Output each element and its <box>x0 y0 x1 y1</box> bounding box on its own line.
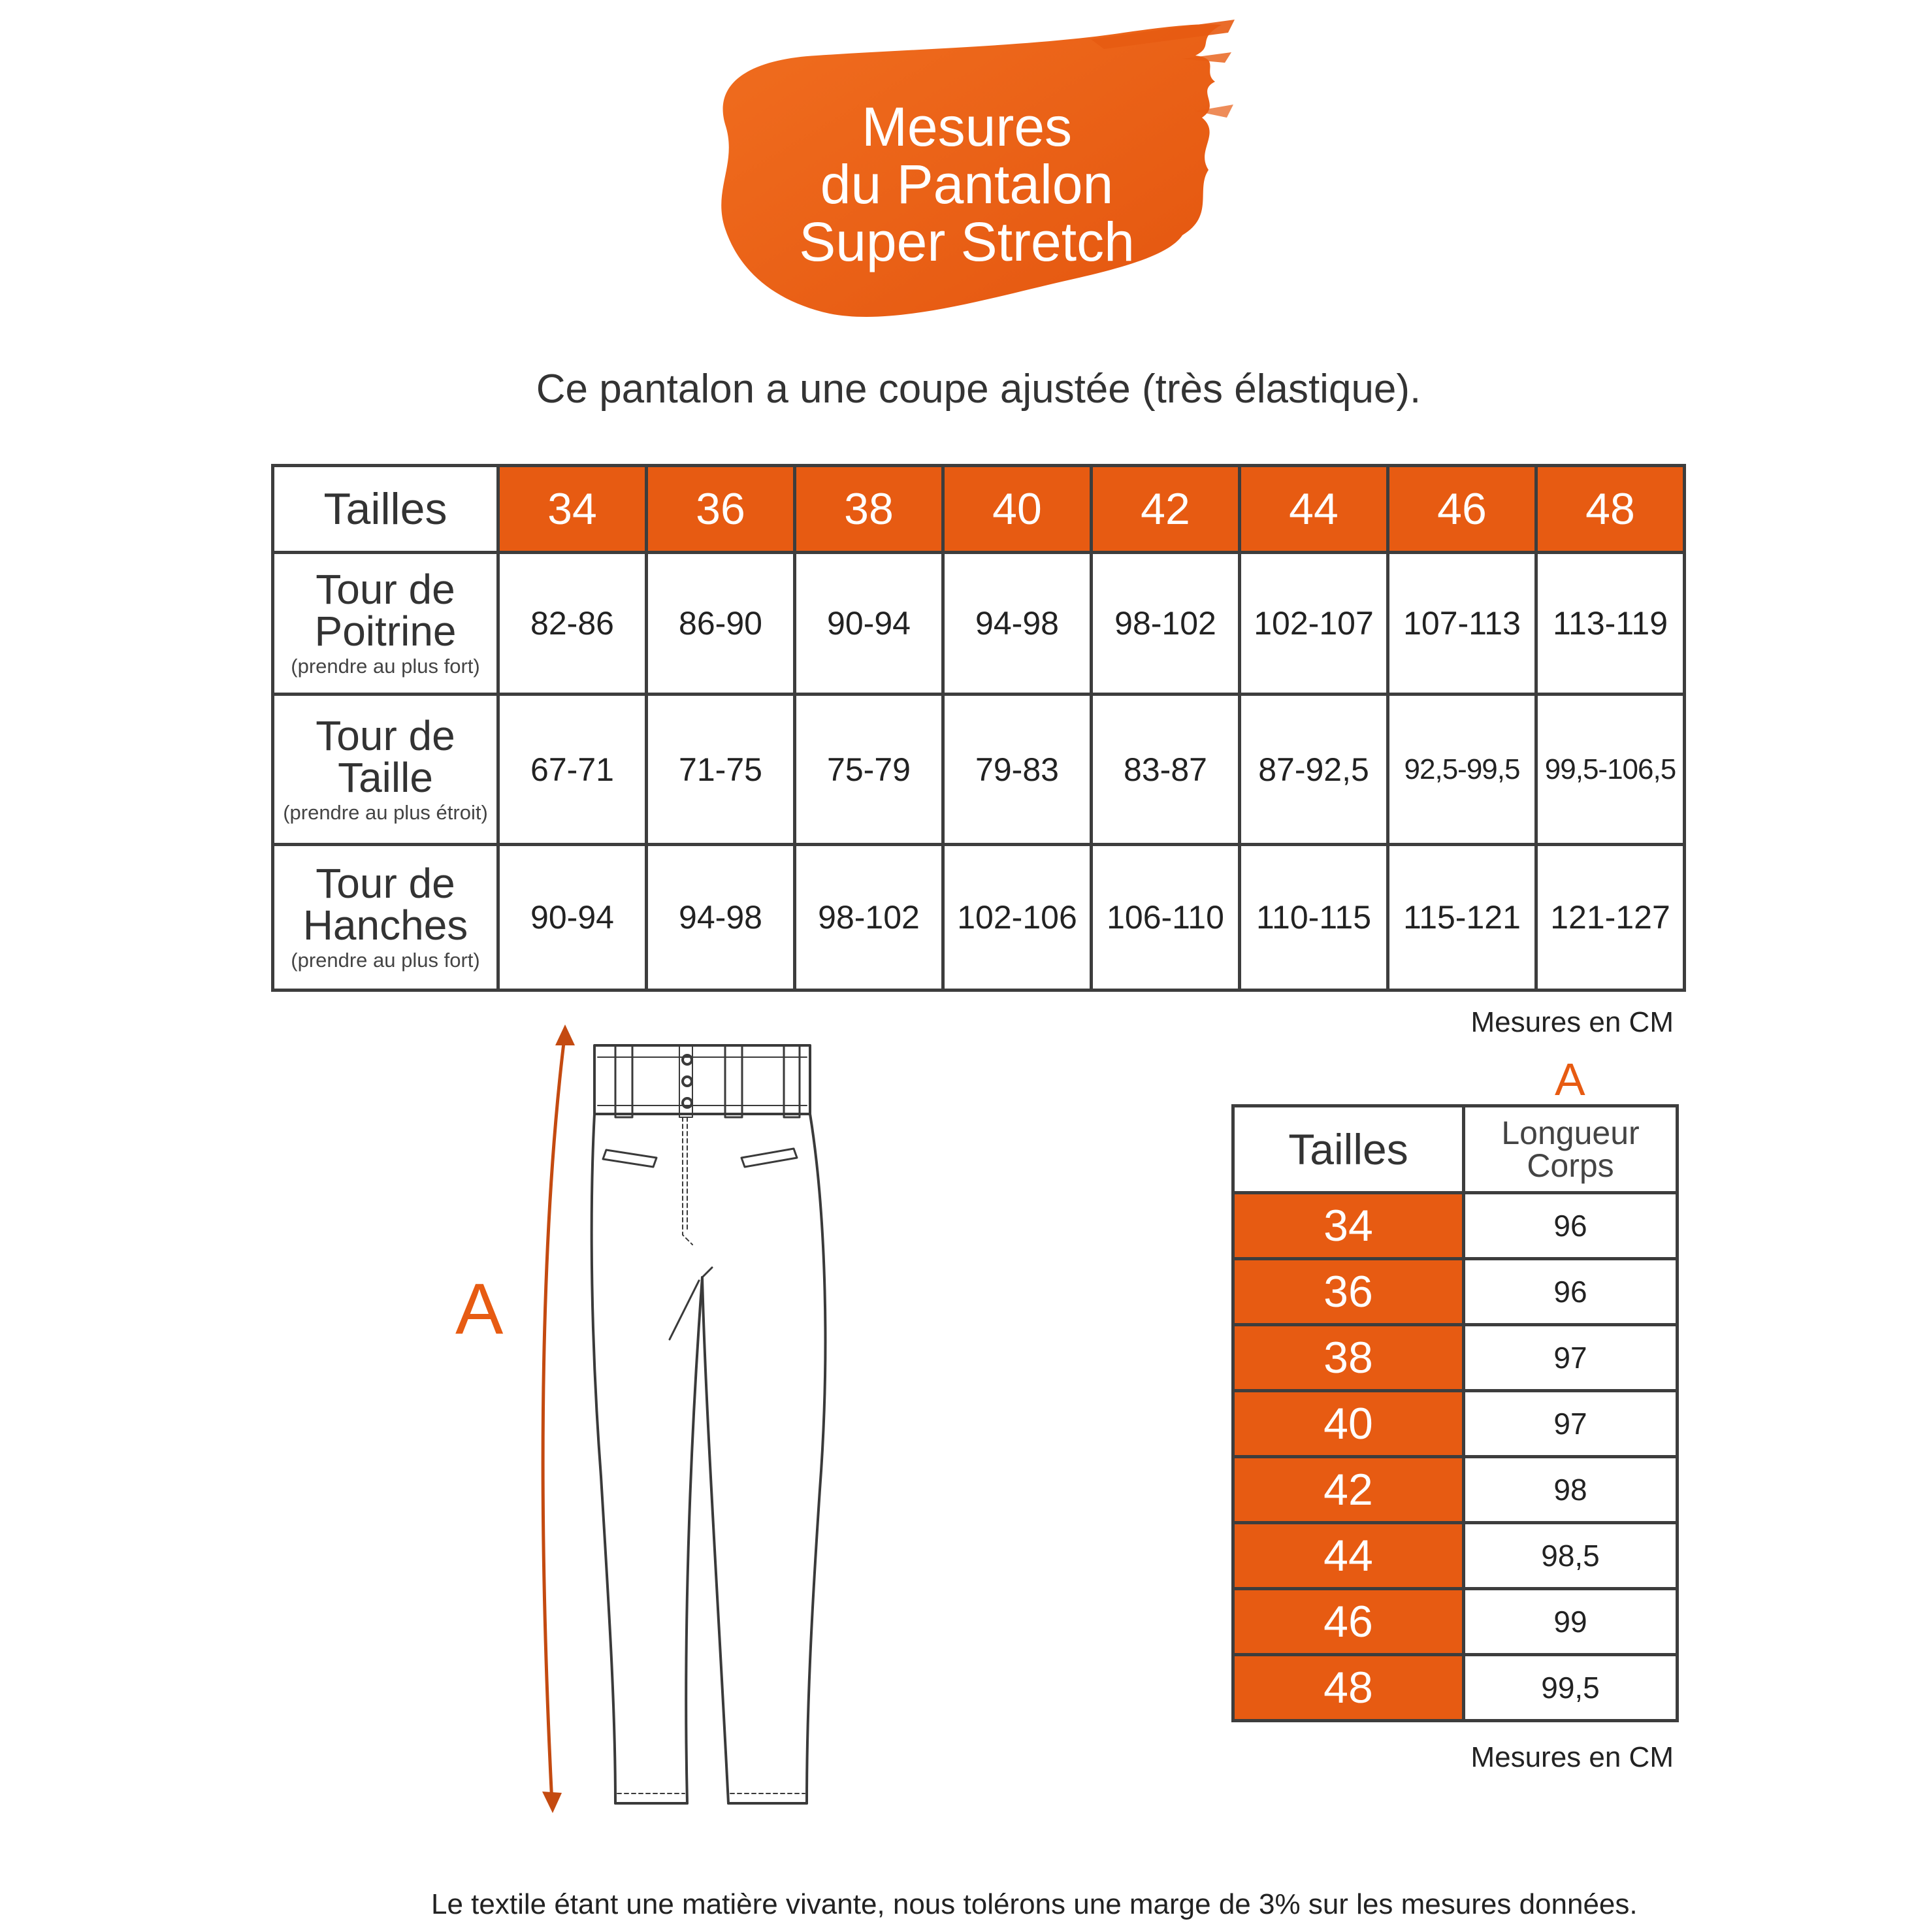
title-line-3: Super Stretch <box>799 211 1135 272</box>
length-size-cell: 46 <box>1233 1589 1464 1655</box>
table-cell: 83-87 <box>1092 695 1240 845</box>
table-cell: 90-94 <box>498 845 647 991</box>
size-header-cell <box>273 466 498 553</box>
length-value-cell: 96 <box>1464 1259 1678 1325</box>
size-cell: 46 <box>1388 466 1536 553</box>
table-cell: 110-115 <box>1240 845 1388 991</box>
table-cell: 102-107 <box>1240 553 1388 695</box>
size-cell: 48 <box>1536 466 1685 553</box>
units-note: Mesures en CM <box>1470 1741 1674 1773</box>
row-label-chest <box>273 553 498 695</box>
table-cell: 92,5-99,5 <box>1388 695 1536 845</box>
table-row <box>273 695 1685 845</box>
size-cell: 44 <box>1240 466 1388 553</box>
length-size-cell: 42 <box>1233 1457 1464 1523</box>
table-row <box>1233 1655 1678 1721</box>
size-cell: 40 <box>943 466 1092 553</box>
length-value-cell: 97 <box>1464 1391 1678 1457</box>
size-cell: 36 <box>647 466 795 553</box>
size-cell: 38 <box>795 466 943 553</box>
table-cell: 98-102 <box>795 845 943 991</box>
size-header-label: Tailles <box>323 484 447 534</box>
title-line-1: Mesures <box>861 96 1073 157</box>
title-line-2: du Pantalon <box>820 154 1114 215</box>
row-label-line-1: Tour de <box>316 860 455 907</box>
length-header-line-1: Longueur <box>1501 1115 1640 1151</box>
footer-disclaimer: Le textile étant une matière vivante, nous tolérons une marge de 3% sur les mesures données. <box>431 1888 1638 1920</box>
length-table-header-row <box>1233 1106 1678 1193</box>
table-cell: 99,5-106,5 <box>1536 695 1685 845</box>
size-cell: 42 <box>1092 466 1240 553</box>
length-value-header <box>1464 1106 1678 1193</box>
row-label-line-2: Hanches <box>302 902 468 949</box>
length-size-header <box>1233 1106 1464 1193</box>
table-row <box>1233 1193 1678 1259</box>
row-label-note: (prendre au plus étroit) <box>283 800 488 824</box>
row-label-note: (prendre au plus fort) <box>291 655 480 678</box>
table-cell: 71-75 <box>647 695 795 845</box>
table-cell: 86-90 <box>647 553 795 695</box>
table-row <box>1233 1589 1678 1655</box>
table-cell: 90-94 <box>795 553 943 695</box>
length-table <box>1231 1104 1679 1722</box>
table-row <box>273 553 1685 695</box>
table-row <box>1233 1457 1678 1523</box>
page-title <box>738 98 1195 270</box>
row-label-line-2: Poitrine <box>314 608 457 655</box>
subtitle: Ce pantalon a une coupe ajustée (très élastique). <box>536 367 1421 412</box>
length-size-cell: 44 <box>1233 1523 1464 1589</box>
table-cell: 107-113 <box>1388 553 1536 695</box>
row-label-note: (prendre au plus fort) <box>291 949 480 972</box>
row-label-line-2: Taille <box>338 753 433 801</box>
row-label-line-1: Tour de <box>316 712 455 759</box>
table-row <box>1233 1391 1678 1457</box>
table-cell: 67-71 <box>498 695 647 845</box>
length-table-marker: A <box>1555 1054 1585 1105</box>
table-cell: 94-98 <box>647 845 795 991</box>
table-cell: 87-92,5 <box>1240 695 1388 845</box>
table-cell: 121-127 <box>1536 845 1685 991</box>
length-size-cell: 34 <box>1233 1193 1464 1259</box>
row-label-waist <box>273 695 498 845</box>
table-row <box>273 845 1685 991</box>
length-value-cell: 99 <box>1464 1589 1678 1655</box>
table-cell: 98-102 <box>1092 553 1240 695</box>
length-value-cell: 97 <box>1464 1325 1678 1391</box>
table-row <box>1233 1523 1678 1589</box>
length-size-header-label: Tailles <box>1288 1125 1408 1173</box>
table-cell: 115-121 <box>1388 845 1536 991</box>
length-size-cell: 36 <box>1233 1259 1464 1325</box>
length-value-cell: 98,5 <box>1464 1523 1678 1589</box>
table-cell: 75-79 <box>795 695 943 845</box>
size-table <box>271 464 1686 992</box>
table-cell: 102-106 <box>943 845 1092 991</box>
size-table-header-row <box>273 466 1685 553</box>
length-size-cell: 40 <box>1233 1391 1464 1457</box>
table-cell: 79-83 <box>943 695 1092 845</box>
row-label-line-1: Tour de <box>316 566 455 613</box>
measure-label-a: A <box>455 1269 504 1349</box>
table-row <box>1233 1325 1678 1391</box>
pants-icon <box>444 1019 862 1823</box>
length-header-line-2: Corps <box>1527 1147 1614 1184</box>
table-cell: 94-98 <box>943 553 1092 695</box>
row-label-hips <box>273 845 498 991</box>
table-cell: 106-110 <box>1092 845 1240 991</box>
table-cell: 82-86 <box>498 553 647 695</box>
length-value-cell: 98 <box>1464 1457 1678 1523</box>
length-value-cell: 96 <box>1464 1193 1678 1259</box>
length-value-cell: 99,5 <box>1464 1655 1678 1721</box>
table-row <box>1233 1259 1678 1325</box>
units-note: Mesures en CM <box>1470 1006 1674 1038</box>
length-size-cell: 48 <box>1233 1655 1464 1721</box>
length-size-cell: 38 <box>1233 1325 1464 1391</box>
table-cell: 113-119 <box>1536 553 1685 695</box>
size-cell: 34 <box>498 466 647 553</box>
